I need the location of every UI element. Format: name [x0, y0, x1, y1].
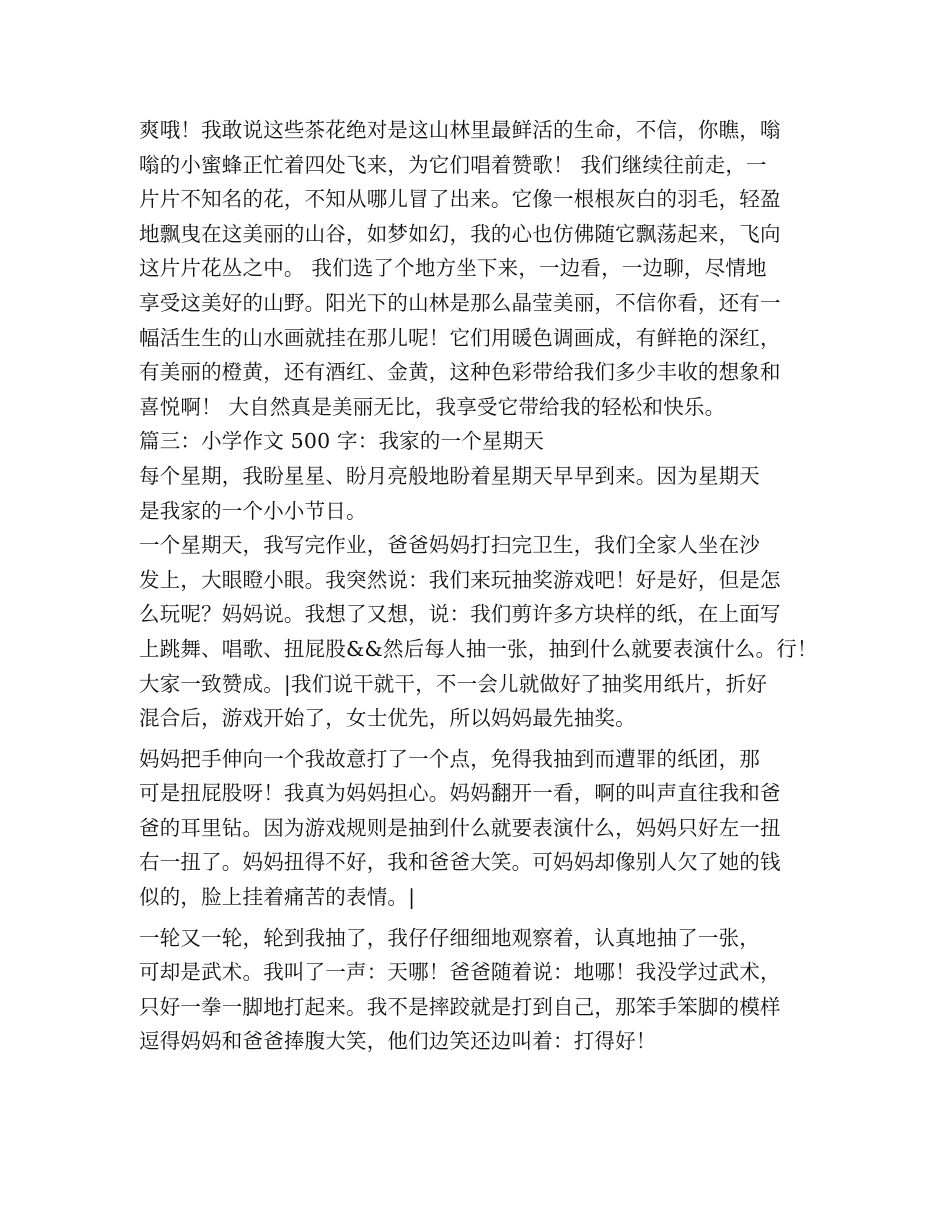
text-line: 逗得妈妈和爸爸捧腹大笑，他们边笑还边叫着：打得好！ — [139, 1029, 657, 1054]
text-line: 似的，脸上挂着痛苦的表情。| — [139, 885, 416, 910]
text-line: 是我家的一个小小节日。 — [139, 498, 367, 523]
text-line: 片片不知名的花，不知从哪儿冒了出来。它像一根根灰白的羽毛，轻盈 — [139, 187, 781, 212]
text-line: 幅活生生的山水画就挂在那儿呢！它们用暖色调画成，有鲜艳的深红， — [139, 325, 781, 350]
text-line: 地飘曳在这美丽的山谷，如梦如幻，我的心也仿佛随它飘荡起来，飞向 — [139, 221, 781, 246]
text-line: 这片片花丛之中。 我们选了个地方坐下来，一边看，一边聊，尽情地 — [139, 256, 767, 281]
text-line: 嗡的小蜜蜂正忙着四处飞来，为它们唱着赞歌！ 我们继续往前走，一 — [139, 152, 767, 177]
text-line: 右一扭了。妈妈扭得不好，我和爸爸大笑。可妈妈却像别人欠了她的钱 — [139, 850, 781, 875]
text-line: 一轮又一轮，轮到我抽了，我仔仔细细地观察着，认真地抽了一张， — [139, 925, 760, 950]
text-line: 上跳舞、唱歌、扭屁股&&然后每人抽一张，抽到什么就要表演什么。行！ — [139, 636, 818, 661]
text-line: 可却是武术。我叫了一声：天哪！爸爸随着说：地哪！我没学过武术， — [139, 960, 781, 985]
text-line: 大家一致赞成。|我们说干就干，不一会儿就做好了抽奖用纸片，折好 — [139, 671, 768, 696]
text-line: 发上，大眼瞪小眼。我突然说：我们来玩抽奖游戏吧！好是好，但是怎 — [139, 567, 781, 592]
document-body — [139, 113, 829, 1059]
text-line: 混合后，游戏开始了，女士优先，所以妈妈最先抽奖。 — [139, 706, 636, 731]
text-line: 喜悦啊！ 大自然真是美丽无比，我享受它带给我的轻松和快乐。 — [139, 394, 726, 419]
text-line: 爽哦！我敢说这些茶花绝对是这山林里最鲜活的生命，不信，你瞧，嗡 — [139, 118, 781, 142]
text-line: 只好一拳一脚地打起来。我不是摔跤就是打到自己，那笨手笨脚的模样 — [139, 994, 781, 1019]
text-line: 爸的耳里钻。因为游戏规则是抽到什么就要表演什么，妈妈只好左一扭 — [139, 815, 781, 840]
text-line: 一个星期天，我写完作业，爸爸妈妈打扫完卫生，我们全家人坐在沙 — [139, 533, 760, 558]
text-line: 么玩呢？妈妈说。我想了又想，说：我们剪许多方块样的纸，在上面写 — [139, 602, 781, 627]
text-line: 可是扭屁股呀！我真为妈妈担心。妈妈翻开一看，啊的叫声直往我和爸 — [139, 781, 781, 806]
text-line: 每个星期，我盼星星、盼月亮般地盼着星期天早早到来。因为星期天 — [139, 463, 760, 488]
section-heading: 篇三：小学作文 500 字：我家的一个星期天 — [139, 429, 545, 454]
text-line: 有美丽的橙黄，还有酒红、金黄，这种色彩带给我们多少丰收的想象和 — [139, 360, 781, 385]
text-line: 妈妈把手伸向一个我故意打了一个点，免得我抽到而遭罪的纸团，那 — [139, 746, 760, 771]
text-line: 享受这美好的山野。阳光下的山林是那么晶莹美丽，不信你看，还有一 — [139, 290, 781, 315]
